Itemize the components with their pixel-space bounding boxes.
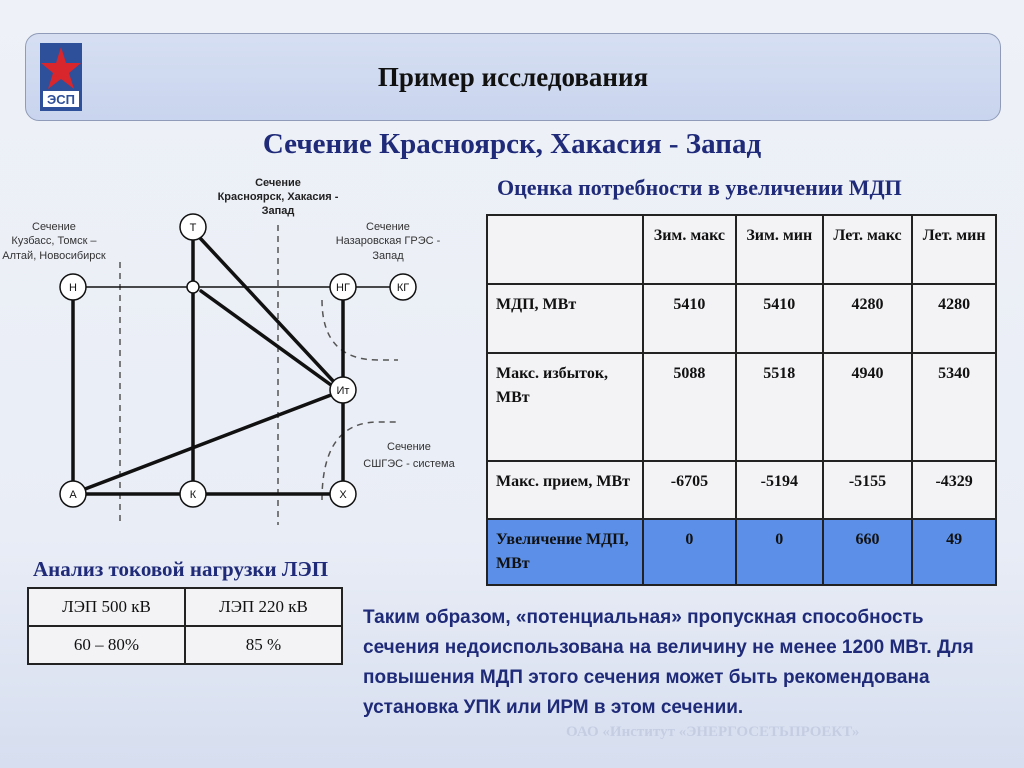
line-junction-It — [201, 291, 331, 385]
table-cell: 5088 — [643, 353, 736, 461]
svg-text:Красноярск, Хакасия -: Красноярск, Хакасия - — [217, 191, 339, 203]
table-row — [487, 461, 996, 519]
label-right-section — [336, 221, 441, 262]
node-X — [330, 481, 356, 507]
table-corner-cell — [487, 215, 643, 284]
header-bar — [25, 33, 1001, 121]
label-bottom-section — [363, 441, 455, 470]
line-T-It — [200, 238, 334, 382]
table-cell: 5340 — [912, 353, 996, 461]
table-cell: 4280 — [912, 284, 996, 353]
svg-text:Сечение: Сечение — [255, 177, 301, 189]
svg-text:К: К — [189, 489, 197, 501]
svg-text:НГ: НГ — [336, 282, 350, 294]
svg-text:Алтай, Новосибирск: Алтай, Новосибирск — [2, 250, 106, 262]
label-left-section — [2, 221, 106, 262]
conclusion-text: Таким образом, «потенциальная» пропускная способность сечения недоиспользована на величину не менее 1200 МВт. Для повышения МДП этого сечения может быть рекомендована установка УПК или ИРМ в этом сечении. — [363, 607, 974, 718]
row-label: Увеличение МДП, МВт — [487, 519, 643, 585]
table-row — [487, 353, 996, 461]
section-subtitle: Сечение Красноярск, Хакасия - Запад — [262, 128, 762, 160]
table-cell: -4329 — [912, 461, 996, 519]
column-header: Лет. мин — [912, 215, 996, 284]
table-row — [487, 284, 996, 353]
load-value-row — [28, 626, 342, 664]
column-header: Лет. макс — [823, 215, 913, 284]
row-label: Макс. прием, МВт — [487, 461, 643, 519]
network-diagram — [0, 170, 470, 530]
dashed-curve-upper — [322, 300, 398, 360]
svg-text:Запад: Запад — [261, 205, 295, 217]
svg-text:Кузбасс, Томск –: Кузбасс, Томск – — [11, 235, 97, 247]
table-cell: 660 — [823, 519, 913, 585]
svg-text:Сечение: Сечение — [32, 221, 76, 233]
svg-text:А: А — [69, 489, 77, 501]
table-row-highlighted — [487, 519, 996, 585]
svg-text:Сечение: Сечение — [366, 221, 410, 233]
node-NG — [330, 274, 356, 300]
table-heading: Оценка потребности в увеличении МДП — [497, 175, 902, 200]
column-header: Зим. макс — [643, 215, 736, 284]
row-label: Макс. избыток, МВт — [487, 353, 643, 461]
table-cell: -5194 — [736, 461, 823, 519]
table-cell: 60 – 80% — [28, 626, 185, 664]
table-cell: -5155 — [823, 461, 913, 519]
table-header-row — [487, 215, 996, 284]
svg-text:Н: Н — [69, 282, 77, 294]
label-center-section — [218, 177, 339, 217]
column-header: ЛЭП 220 кВ — [185, 588, 342, 626]
column-header: Зим. мин — [736, 215, 823, 284]
row-label: МДП, МВт — [487, 284, 643, 353]
footer-organization: ОАО «Институт «ЭНЕРГОСЕТЬПРОЕКТ» — [566, 724, 860, 740]
table-cell: 4940 — [823, 353, 913, 461]
svg-text:СШГЭС - система: СШГЭС - система — [363, 458, 455, 470]
column-header: ЛЭП 500 кВ — [28, 588, 185, 626]
table-cell: 5518 — [736, 353, 823, 461]
junction-node — [187, 281, 199, 293]
table-cell: 85 % — [185, 626, 342, 664]
table-cell: 0 — [643, 519, 736, 585]
page-title: Пример исследования — [377, 62, 649, 92]
node-A — [60, 481, 86, 507]
load-header-row — [28, 588, 342, 626]
node-T — [180, 214, 206, 240]
table-cell: 4280 — [823, 284, 913, 353]
table-cell: -6705 — [643, 461, 736, 519]
table-cell: 5410 — [736, 284, 823, 353]
load-heading: Анализ токовой нагрузки ЛЭП — [33, 557, 329, 581]
svg-text:Запад: Запад — [372, 250, 404, 262]
table-cell: 5410 — [643, 284, 736, 353]
svg-text:Назаровская ГРЭС -: Назаровская ГРЭС - — [335, 235, 441, 247]
node-K — [180, 481, 206, 507]
svg-text:КГ: КГ — [396, 282, 410, 294]
logo-text: ЭСП — [47, 92, 75, 107]
node-N — [60, 274, 86, 300]
node-It — [330, 377, 356, 403]
table-cell: 0 — [736, 519, 823, 585]
node-KG — [390, 274, 416, 300]
svg-text:Сечение: Сечение — [387, 441, 431, 453]
mdp-table — [486, 214, 997, 586]
svg-text:Х: Х — [339, 489, 347, 501]
line-A-It — [85, 395, 331, 489]
load-table — [27, 587, 343, 665]
table-cell: 49 — [912, 519, 996, 585]
svg-text:Ит: Ит — [336, 385, 350, 397]
svg-text:Т: Т — [189, 222, 197, 234]
